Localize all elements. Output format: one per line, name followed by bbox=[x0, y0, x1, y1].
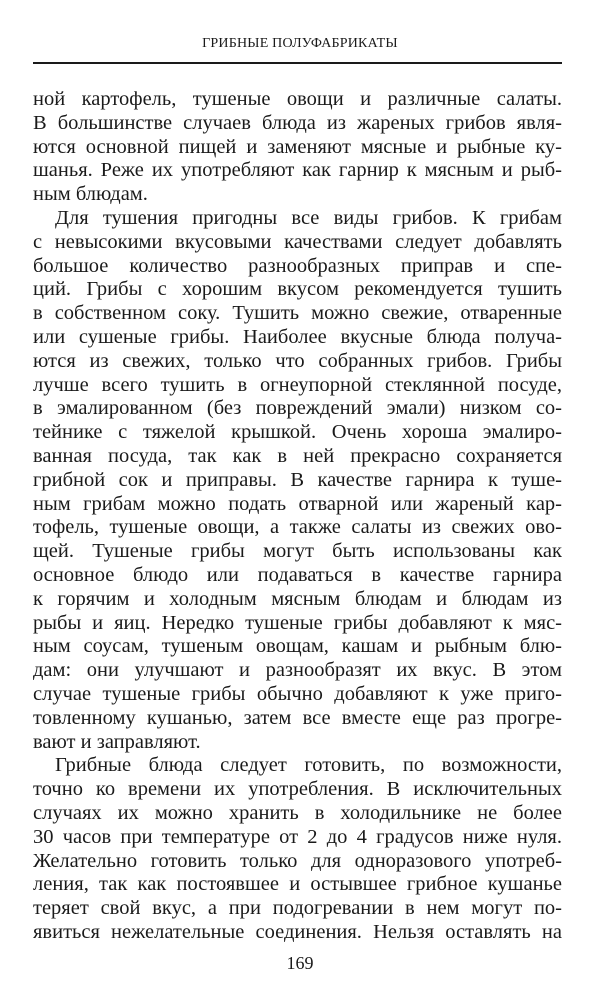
text-line: ванная посуда, так как в ней прекрасно сохраняется bbox=[33, 444, 562, 467]
text-line: к горячим и холодным мясным блюдам и блюдам из bbox=[33, 587, 562, 610]
text-line: лучше всего тушить в огнеупорной стеклянной посуде, bbox=[33, 373, 562, 396]
text-line: ной картофель, тушеные овощи и различные салаты. bbox=[33, 88, 562, 110]
text-line: ным соусам, тушеным овощам, кашам и рыбным блю- bbox=[33, 635, 562, 658]
text-line: рыбы и яиц. Нередко тушеные грибы добавляют к мяс- bbox=[33, 611, 562, 634]
text-line: дам: они улучшают и разнообразят их вкус. В этом bbox=[33, 659, 562, 682]
text-line: теряет свой вкус, а при подогревании в нем могут по- bbox=[33, 897, 562, 920]
text-line: ются из свежих, только что собранных грибов. Грибы bbox=[33, 349, 562, 372]
text-line: Грибные блюда следует готовить, по возможности, bbox=[55, 754, 562, 777]
text-line: Желательно готовить только для одноразового употреб- bbox=[33, 849, 562, 872]
text-line: Для тушения пригодны все виды грибов. К грибам bbox=[55, 206, 562, 229]
text-line: ются основной пищей и заменяют мясные и рыбные ку- bbox=[33, 135, 562, 158]
text-line: вают и заправляют. bbox=[33, 730, 201, 753]
text-line: основное блюдо или подаваться в качестве гарнира bbox=[33, 563, 562, 586]
text-line: В большинстве случаев блюда из жареных грибов явля- bbox=[33, 111, 562, 134]
page-number: 169 bbox=[286, 953, 314, 973]
text-line: тейнике с тяжелой крышкой. Очень хороша эмалиро- bbox=[33, 421, 562, 444]
text-line: ления, так как постоявшее и остывшее грибное кушанье bbox=[33, 873, 562, 896]
text-line: или сушеные грибы. Наиболее вкусные блюда получа- bbox=[33, 325, 562, 348]
text-line: щей. Тушеные грибы могут быть использованы как bbox=[33, 540, 562, 563]
text-line: большое количество разнообразных приправ и спе- bbox=[33, 254, 562, 277]
text-line: случаях их можно хранить в холодильнике не более bbox=[33, 801, 562, 824]
body-text bbox=[33, 88, 562, 945]
text-line: тофель, тушеные овощи, а также салаты из свежих ово- bbox=[33, 516, 562, 539]
text-line: ным грибам можно подать отварной или жареный кар- bbox=[33, 492, 562, 515]
text-line: явиться нежелательные соединения. Нельзя оставлять на bbox=[33, 920, 562, 943]
text-line: 30 часов при температуре от 2 до 4 градусов ниже нуля. bbox=[33, 825, 562, 848]
header-rule bbox=[33, 62, 562, 64]
text-line: грибной сок и приправы. В качестве гарнира к туше- bbox=[33, 468, 562, 491]
text-line: в собственном соку. Тушить можно свежие, отваренные bbox=[33, 302, 562, 325]
text-line: шанья. Реже их употребляют как гарнир к мясным и рыб- bbox=[33, 159, 562, 182]
text-line: случае тушеные грибы обычно добавляют к уже приго- bbox=[33, 682, 562, 705]
text-line: ным блюдам. bbox=[33, 183, 148, 206]
running-head: ГРИБНЫЕ ПОЛУФАБРИКАТЫ bbox=[202, 36, 398, 51]
text-line: товленному кушанью, затем все вместе еще раз прогре- bbox=[33, 706, 562, 729]
text-line: точно ко времени их употребления. В исключительных bbox=[33, 778, 562, 801]
text-line: ций. Грибы с хорошим вкусом рекомендуется тушить bbox=[33, 278, 562, 301]
text-line: в эмалированном (без повреждений эмали) низком со- bbox=[33, 397, 562, 420]
text-line: с невысокими вкусовыми качествами следует добавлять bbox=[33, 230, 562, 253]
